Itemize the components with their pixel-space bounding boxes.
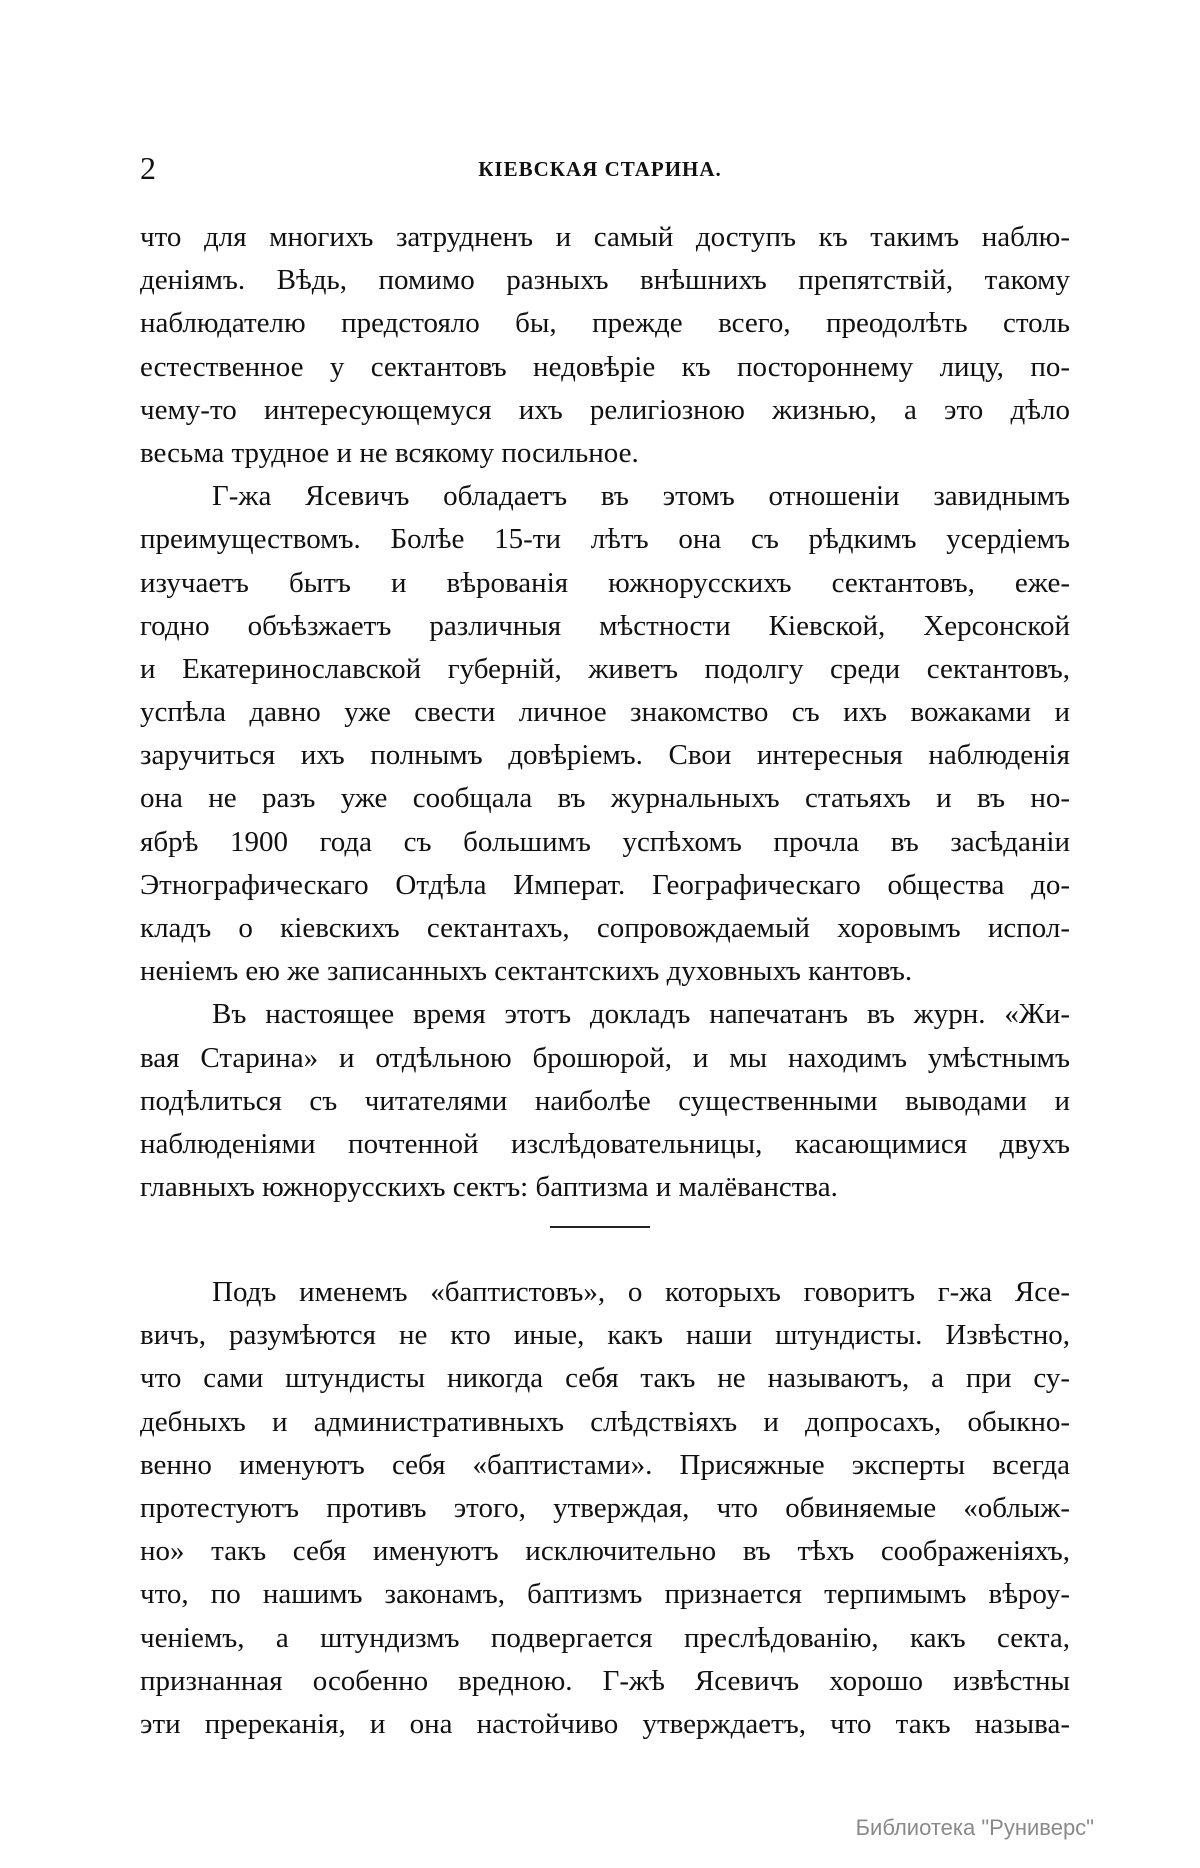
text-line: ченіемъ, а штундизмъ подвергается преслѣдованію, какъ секта,: [140, 1621, 1070, 1654]
text-line: вая Старина» и отдѣльною брошюрой, и мы находимъ умѣстнымъ: [140, 1041, 1070, 1074]
text-line: признанная особенно вредною. Г-жѣ Ясевичъ хорошо извѣстны: [140, 1664, 1070, 1697]
text-line: Этнографическаго Отдѣла Императ. Географическаго общества до-: [140, 868, 1070, 901]
text-line: кладъ о кіевскихъ сектантахъ, сопровождаемый хоровымъ испол-: [140, 912, 1070, 944]
text-line: неніемъ ею же записанныхъ сектантскихъ духовныхъ кантовъ.: [140, 955, 913, 988]
text-line: годно объѣзжаетъ различныя мѣстности Кіевской, Херсонской: [140, 609, 1070, 642]
text-line: что сами штундисты никогда себя такъ не называютъ, а при су-: [140, 1362, 1070, 1395]
text-line: изучаетъ бытъ и вѣрованія южнорусскихъ сектантовъ, еже-: [140, 566, 1070, 599]
paragraph: [140, 1271, 1070, 1746]
section-divider: [550, 1226, 650, 1228]
page-number: 2: [140, 150, 156, 186]
paragraph: [140, 475, 1070, 993]
text-block-upper: [140, 216, 1070, 1209]
text-line: протестуютъ противъ этого, утверждая, что обвиняемые «облыж-: [140, 1491, 1070, 1524]
text-line: деніямъ. Вѣдь, помимо разныхъ внѣшнихъ препятствій, такому: [140, 264, 1070, 297]
paragraph: [140, 216, 1070, 475]
text-line: но» такъ себя именуютъ исключительно въ тѣхъ соображеніяхъ,: [140, 1535, 1070, 1568]
text-line: весьма трудное и не всякому посильное.: [140, 436, 639, 469]
text-line: чему-то интересующемуся ихъ религіозною жизнью, а это дѣло: [140, 393, 1070, 426]
text-line: Подъ именемъ «баптистовъ», о которыхъ говоритъ г-жа Ясе-: [212, 1276, 1070, 1308]
text-line: преимуществомъ. Болѣе 15-ти лѣтъ она съ рѣдкимъ усердіемъ: [140, 523, 1070, 556]
text-line: успѣла давно уже свести личное знакомство съ ихъ вожаками и: [140, 696, 1070, 729]
text-line: дебныхъ и административныхъ слѣдствіяхъ и допросахъ, обыкно-: [140, 1405, 1070, 1438]
running-title: КІЕВСКАЯ СТАРИНА.: [478, 157, 722, 181]
text-block-lower: [140, 1271, 1070, 1746]
paragraph: [140, 993, 1070, 1209]
text-line: что, по нашимъ законамъ, баптизмъ признается терпимымъ вѣроу-: [140, 1578, 1070, 1611]
text-line: естественное у сектантовъ недовѣріе къ постороннему лицу, по-: [140, 350, 1070, 383]
text-line: наблюдателю предстояло бы, прежде всего, преодолѣть столь: [140, 307, 1070, 340]
text-line: она не разъ уже сообщала въ журнальныхъ статьяхъ и въ но-: [140, 782, 1070, 815]
text-line: Г-жа Ясевичъ обладаетъ въ этомъ отношеніи завиднымъ: [212, 480, 1070, 513]
text-line: Въ настоящее время этотъ докладъ напечатанъ въ журн. «Жи-: [212, 998, 1070, 1031]
text-line: вичъ, разумѣются не кто иные, какъ наши штундисты. Извѣстно,: [140, 1319, 1070, 1352]
text-line: подѣлиться съ читателями наиболѣе существенными выводами и: [140, 1084, 1070, 1117]
text-line: главныхъ южнорусскихъ сектъ: баптизма и малёванства.: [140, 1171, 838, 1204]
text-line: заручиться ихъ полнымъ довѣріемъ. Свои интересныя наблюденія: [140, 739, 1070, 772]
text-line: эти пререканія, и она настойчиво утверждаетъ, что такъ называ-: [140, 1707, 1070, 1740]
text-line: венно именуютъ себя «баптистами». Присяжные эксперты всегда: [140, 1448, 1070, 1481]
text-line: наблюденіями почтенной изслѣдовательницы, касающимися двухъ: [140, 1127, 1070, 1160]
text-line: что для многихъ затрудненъ и самый доступъ къ такимъ наблю-: [140, 221, 1070, 253]
library-watermark: Библиотека "Руниверс": [855, 1815, 1094, 1840]
text-line: ябрѣ 1900 года съ большимъ успѣхомъ прочла въ засѣданіи: [140, 825, 1070, 858]
text-line: и Екатеринославской губерній, живетъ подолгу среди сектантовъ,: [140, 652, 1070, 685]
